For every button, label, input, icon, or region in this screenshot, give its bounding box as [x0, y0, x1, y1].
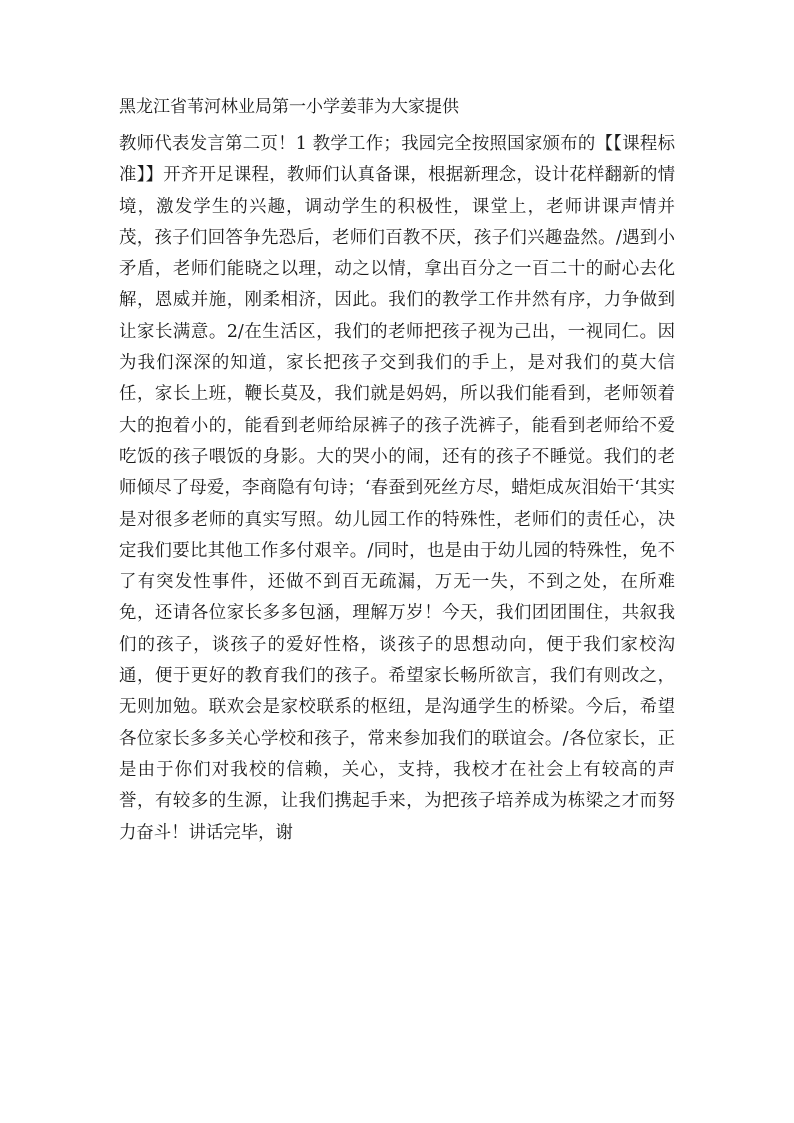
- document-body-text: 教师代表发言第二页！1 教学工作；我园完全按照国家颁布的【【课程标准】】开齐开足课程，教师们认真备课，根据新理念，设计花样翻新的情境，激发学生的兴趣，调动学生的积极性，课堂上，老师讲课声情并茂，孩子们回答争先恐后，老师们百教不厌，孩子们兴趣盎然。/遇到小矛盾，老师们能晓之以理，动之以情，拿出百分之一百二十的耐心去化解，恩威并施，刚柔相济，因此。我们的教学工作井然有序，力争做到让家长满意。2/在生活区，我们的老师把孩子视为己出，一视同仁。因为我们深深的知道，家长把孩子交到我们的手上，是对我们的莫大信任，家长上班，鞭长莫及，我们就是妈妈，所以我们能看到，老师领着大的抱着小的，能看到老师给尿裤子的孩子洗裤子，能看到老师给不爱吃饭的孩子喂饭的身影。大的哭小的闹，还有的孩子不睡觉。我们的老师倾尽了母爱，李商隐有句诗；‘春蚕到死丝方尽，蜡炬成灰泪始干‘其实是对很多老师的真实写照。幼儿园工作的特殊性，老师们的责任心，决定我们要比其他工作多付艰辛。/同时，也是由于幼儿园的特殊性，免不了有突发性事件，还做不到百无疏漏，万无一失，不到之处，在所难免，还请各位家长多多包涵，理解万岁！今天，我们团团围住，共叙我们的孩子，谈孩子的爱好性格，谈孩子的思想动向，便于我们家校沟通，便于更好的教育我们的孩子。希望家长畅所欲言，我们有则改之，无则加勉。联欢会是家校联系的枢纽，是沟通学生的桥梁。今后，希望各位家长多多关心学校和孩子，常来参加我们的联谊会。/各位家长，正是由于你们对我校的信赖，关心，支持，我校才在社会上有较高的声誉，有较多的生源，让我们携起手来，为把孩子培养成为栋梁之才而努力奋斗！讲话完毕，谢: [119, 134, 675, 843]
- document-header: 黑龙江省苇河林业局第一小学姜菲为大家提供: [119, 97, 459, 117]
